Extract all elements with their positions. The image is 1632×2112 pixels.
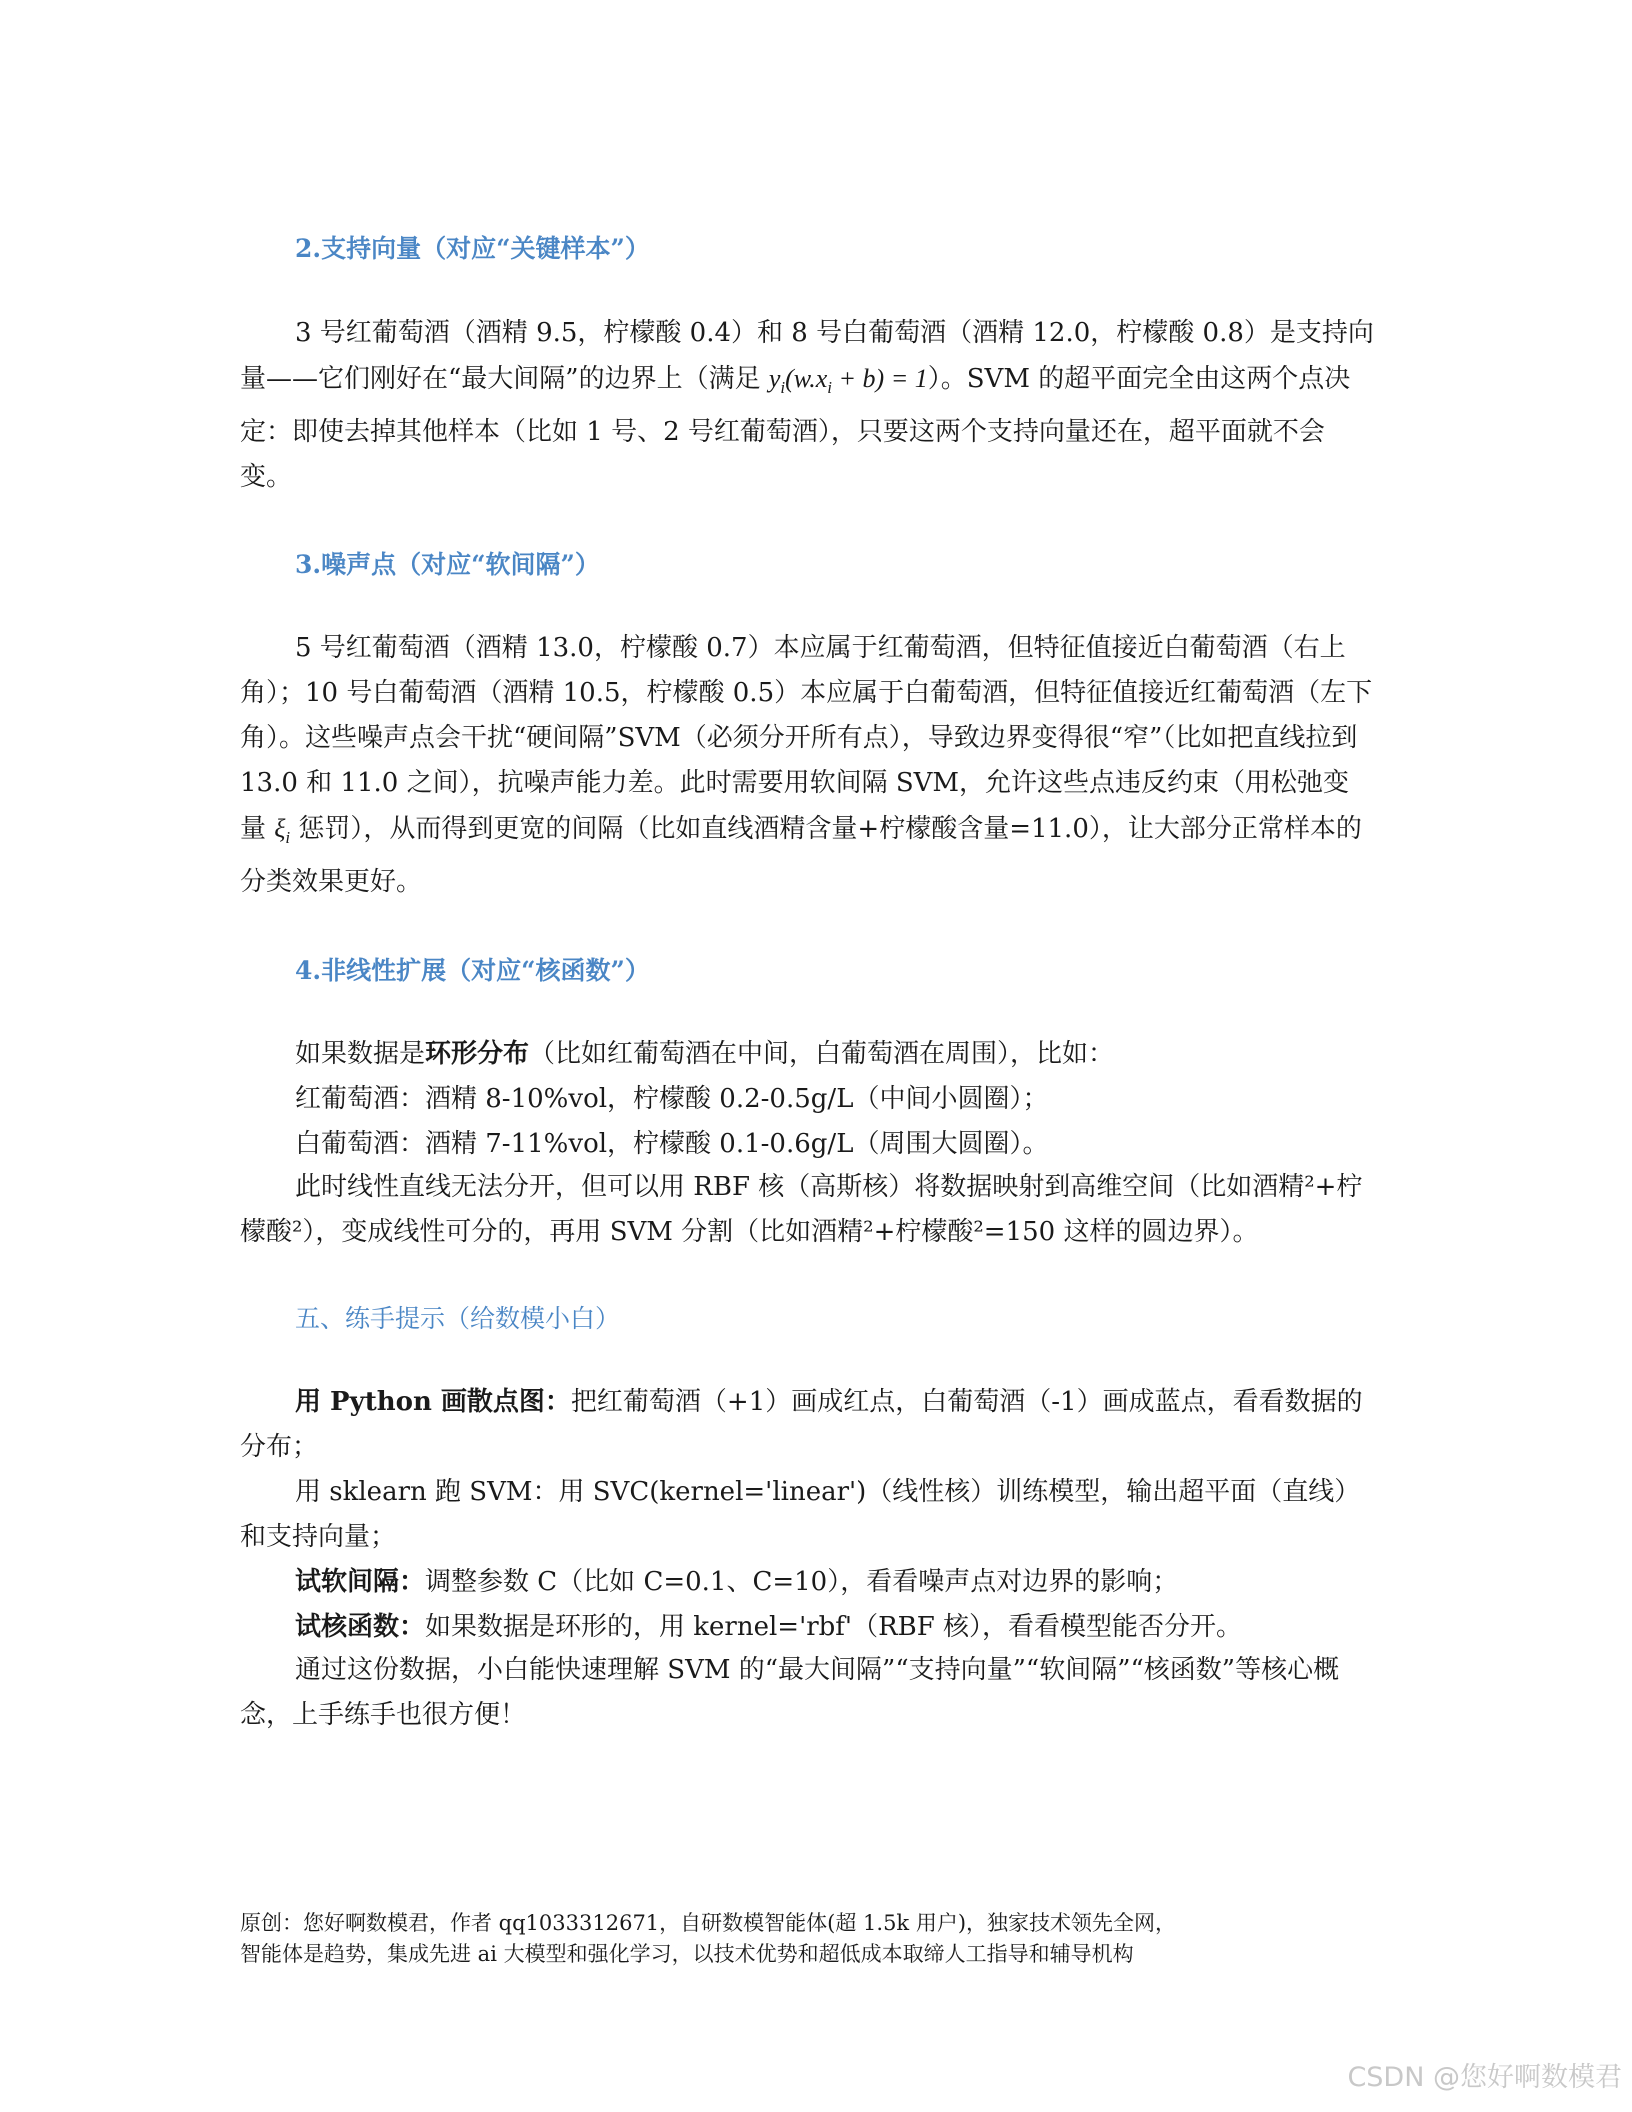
noise-paragraph [240, 626, 1375, 905]
support-vectors-paragraph [240, 311, 1375, 500]
noise-text-1: 5 号红葡萄酒（酒精 13.0，柠檬酸 0.7）本应属于红葡萄酒，但特征值接近白葡萄酒（右上角）；10 号白葡萄酒（酒精 10.5，柠檬酸 0.5）本应属于白葡萄酒，但特征值接近红葡萄酒（左下角）。这些噪声点会干扰“硬间隔”SVM（必须分开所有点），导致边界变得很“窄”（比如把直线拉到 13.0 和 11.0 之间），抗噪声能力差。此时需要用软间隔 SVM，允许这些点违反约束（用松弛变量 [240, 633, 1373, 844]
closing-paragraph: 通过这份数据，小白能快速理解 SVM 的“最大间隔”“支持向量”“软间隔”“核函数”等核心概念，上手练手也很方便！ [240, 1655, 1340, 1730]
slack-variable-symbol: $\xi_i$ [274, 814, 291, 848]
rbf-kernel-paragraph: 此时线性直线无法分开，但可以用 RBF 核（高斯核）将数据映射到高维空间（比如酒精²+柠檬酸²），变成线性可分的，再用 SVM 分割（比如酒精²+柠檬酸²=150 这样的圆边界）。 [240, 1172, 1363, 1247]
csdn-watermark: CSDN @您好啊数模君 [1347, 2062, 1622, 2093]
practice-item-kernel [295, 1610, 1242, 1644]
support-vectors-text-1: 3 号红葡萄酒（酒精 9.5，柠檬酸 0.4）和 8 号白葡萄酒（酒精 12.0，柠檬酸 0.8）是支持向量——它们刚好在“最大间隔”的边界上（满足 [240, 318, 1374, 394]
footer-line-2: 智能体是趋势，集成先进 ai 大模型和强化学习，以技术优势和超低成本取缔人工指导和辅导机构 [240, 1942, 1134, 1966]
red-wine-range-line: 红葡萄酒：酒精 8-10%vol，柠檬酸 0.2-0.5g/L（中间小圆圈）； [295, 1084, 1049, 1114]
nonlinear-intro-bold: 环形分布 [425, 1039, 530, 1069]
section-heading-support-vectors: 2.支持向量（对应“关键样本”） [295, 234, 650, 263]
practice-item-kernel-text: 如果数据是环形的，用 kernel='rbf'（RBF 核），看看模型能否分开。 [425, 1612, 1243, 1642]
nonlinear-intro-post: （比如红葡萄酒在中间，白葡萄酒在周围），比如： [529, 1039, 1115, 1069]
nonlinear-intro-pre: 如果数据是 [295, 1039, 426, 1069]
practice-item-kernel-title: 试核函数： [295, 1612, 426, 1642]
practice-item-scatter [240, 1380, 1375, 1470]
section-heading-nonlinear: 4.非线性扩展（对应“核函数”） [295, 956, 650, 985]
practice-item-soft-margin [295, 1565, 1178, 1599]
section-heading-noise: 3.噪声点（对应“软间隔”） [295, 550, 600, 579]
support-vectors-text-2: ）。SVM 的超平面完全由这两个点决定：即使去掉其他样本（比如 1 号、2 号红葡萄酒），只要这两个支持向量还在，超平面就不会变。 [240, 364, 1351, 493]
margin-constraint-formula: $y_i(w.x_i + b) = 1$ [768, 364, 928, 398]
nonlinear-intro-line [295, 1037, 1114, 1071]
practice-item-soft-margin-text: 调整参数 C（比如 C=0.1、C=10），看看噪声点对边界的影响； [425, 1567, 1179, 1597]
practice-item-soft-margin-title: 试软间隔： [295, 1567, 426, 1597]
footer-line-1: 原创：您好啊数模君，作者 qq1033312671，自研数模智能体(超 1.5k 用户)，独家技术领先全网， [240, 1911, 1177, 1935]
section-heading-practice: 五、练手提示（给数模小白） [295, 1304, 621, 1333]
noise-text-2: 惩罚），从而得到更宽的间隔（比如直线酒精含量+柠檬酸含量=11.0），让大部分正常样本的分类效果更好。 [240, 814, 1362, 898]
practice-item-scatter-title: 用 Python 画散点图： [295, 1387, 571, 1417]
white-wine-range-line: 白葡萄酒：酒精 7-11%vol，柠檬酸 0.1-0.6g/L（周围大圆圈）。 [295, 1129, 1049, 1159]
practice-item-scatter-text: 把红葡萄酒（+1）画成红点，白葡萄酒（-1）画成蓝点，看看数据的分布； [240, 1387, 1363, 1462]
practice-item-sklearn: 用 sklearn 跑 SVM：用 SVC(kernel='linear')（线性核）训练模型，输出超平面（直线）和支持向量； [240, 1477, 1361, 1552]
